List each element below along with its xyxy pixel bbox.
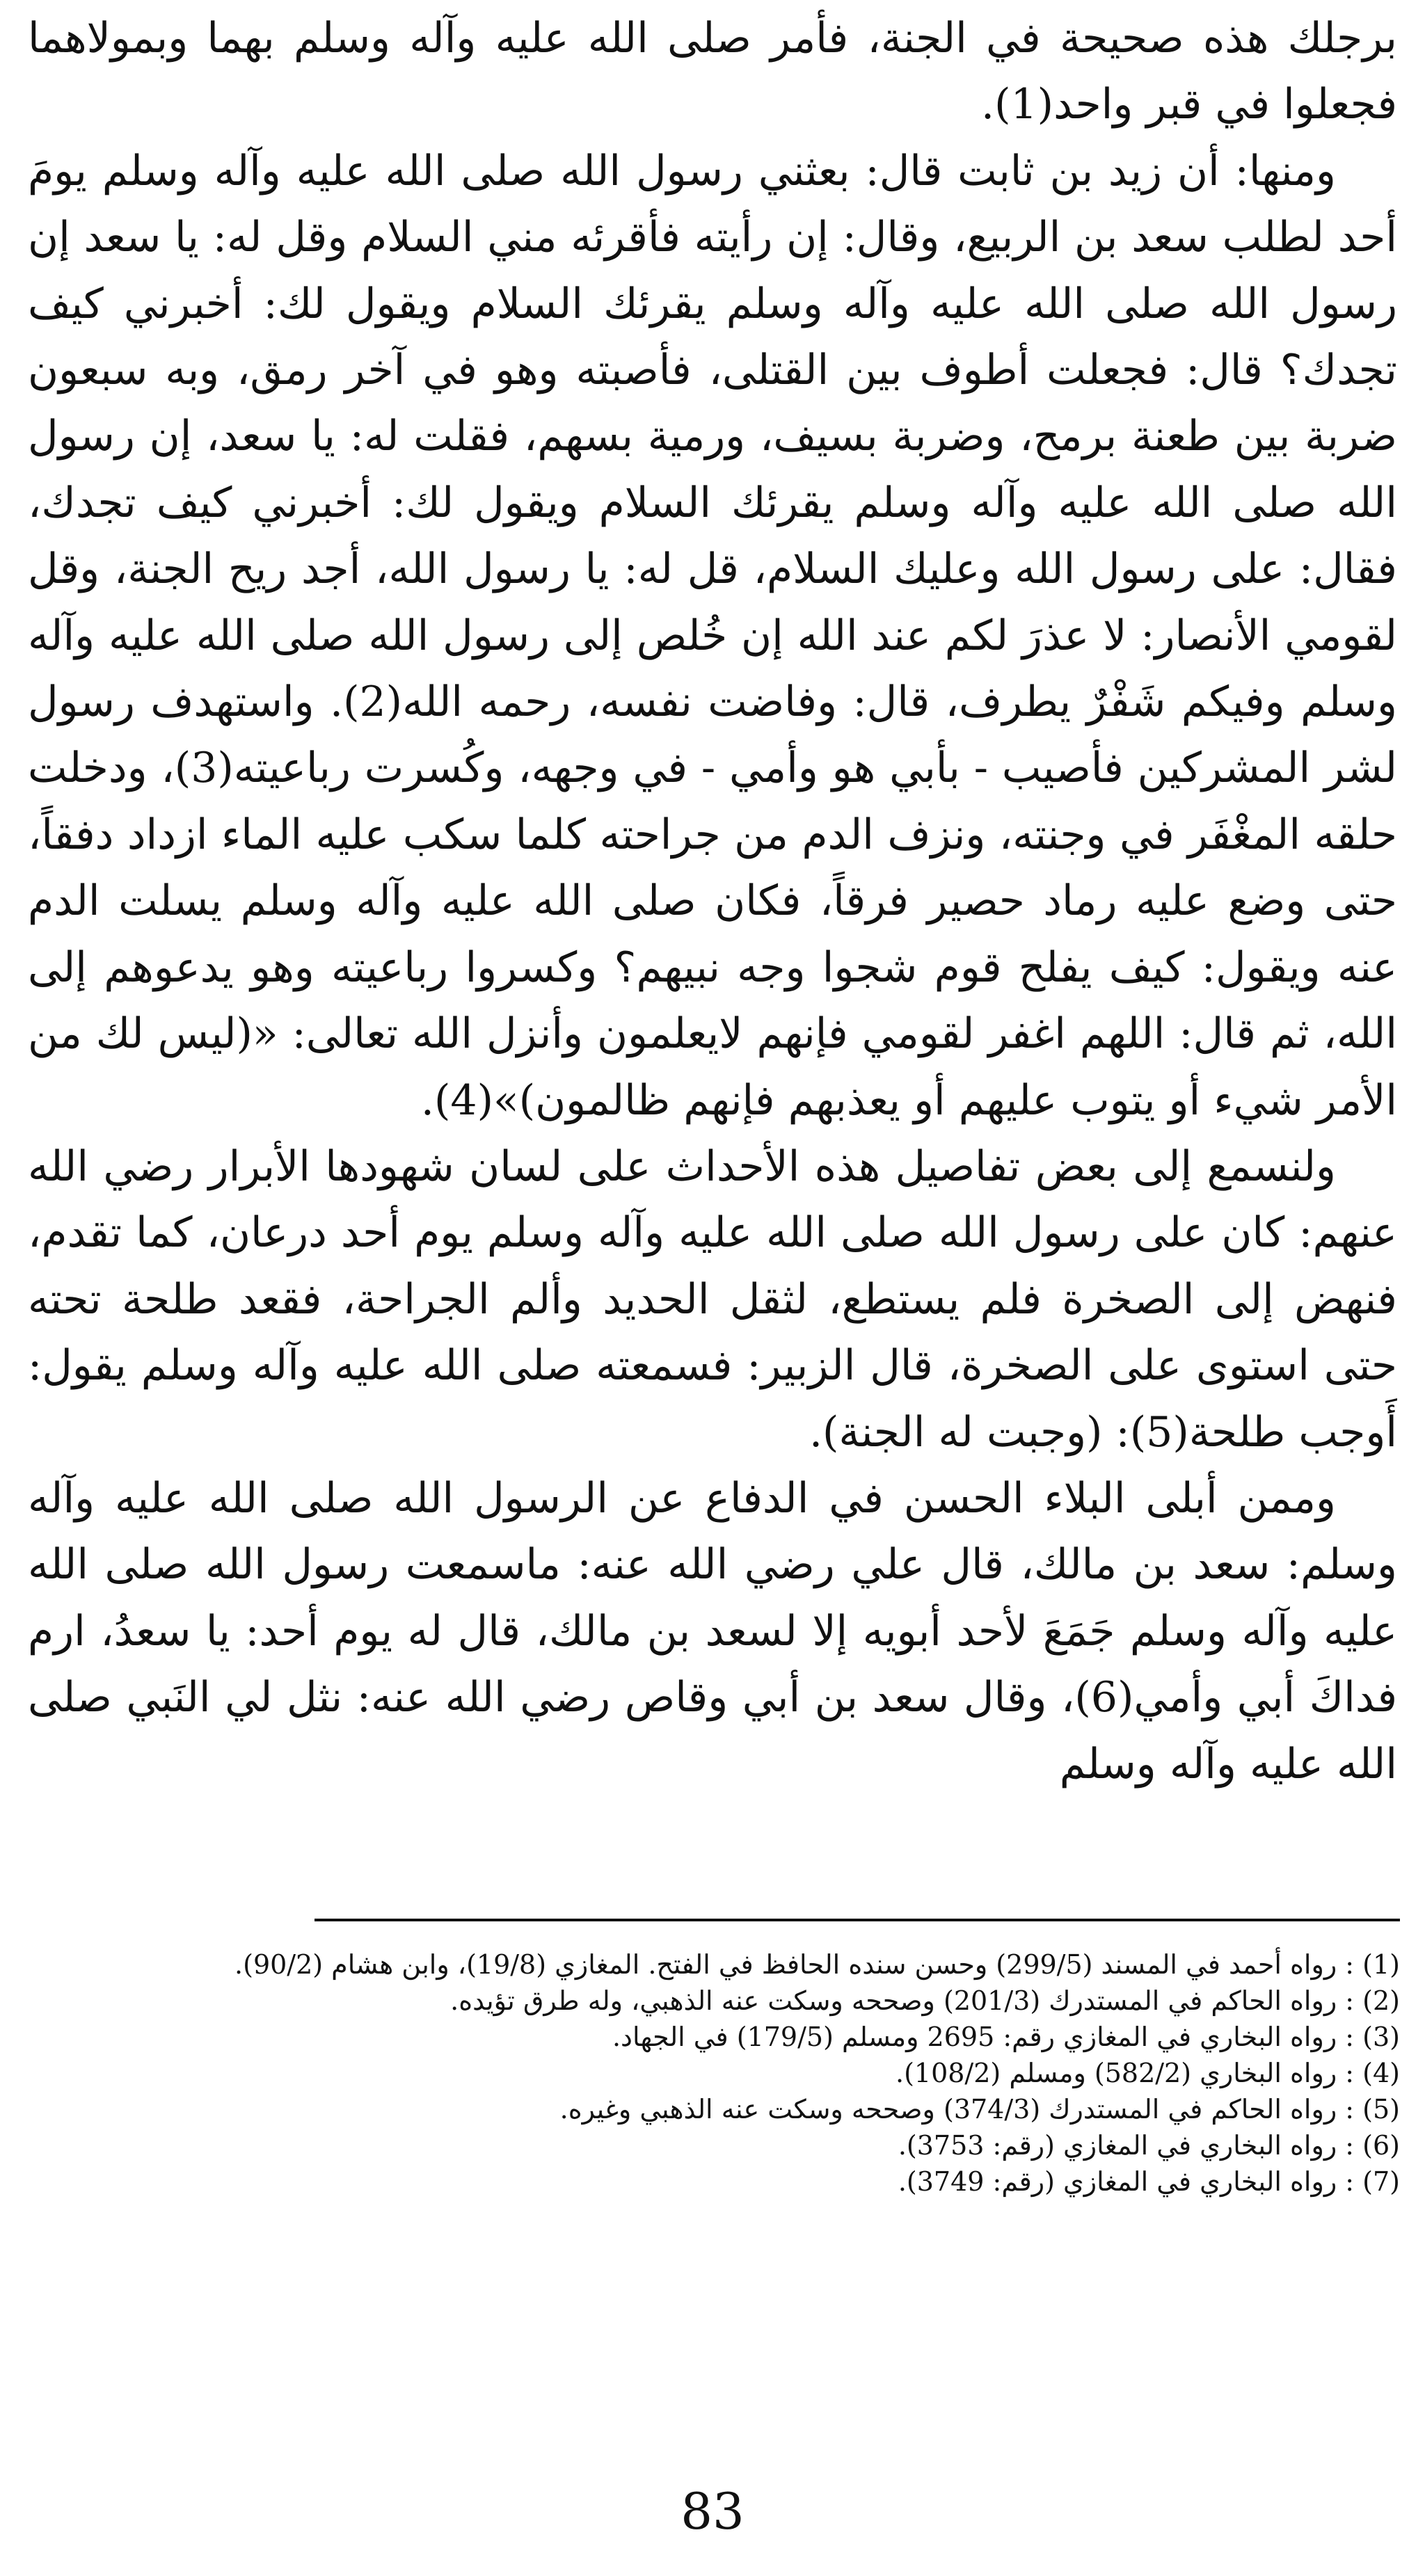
footnote-6: (6) : رواه البخاري في المغازي (رقم: 3753).: [898, 2130, 1400, 2161]
footnote-5: (5) : رواه الحاكم في المستدرك (374/3) وصححه وسكت عنه الذهبي وغيره.: [559, 2094, 1400, 2125]
footnotes-list: [28, 1946, 1400, 2200]
footnote-4: (4) : رواه البخاري (582/2) ومسلم (108/2).: [895, 2058, 1400, 2088]
paragraph-3: ولنسمع إلى بعض تفاصيل هذه الأحداث على لسان شهودها الأبرار رضي الله عنهم: كان على رسول الله صلى الله عليه وآله وسلم يوم أحد درعان، كما تقدم، فنهض إلى الصخرة فلم يستطع، لثقل الحديد وألم الجراحة، فقعد طلحة تحته حتى استوى على الصخرة، قال الزبير: فسمعته صلى الله عليه وآله وسلم يقول: أَوجب طلحة(5): (وجبت له الجنة).: [28, 1142, 1397, 1457]
footnote-2: (2) : رواه الحاكم في المستدرك (201/3) وصححه وسكت عنه الذهبي، وله طرق تؤيده.: [450, 1985, 1400, 2016]
footnote-separator: [315, 1919, 1400, 1921]
footnote-3: (3) : رواه البخاري في المغازي رقم: 2695 ومسلم (179/5) في الجهاد.: [612, 2022, 1400, 2052]
page-number: 83: [680, 2482, 745, 2541]
footnote-7: (7) : رواه البخاري في المغازي (رقم: 3749).: [898, 2166, 1400, 2197]
footnote-1: (1) : رواه أحمد في المسند (299/5) وحسن سنده الحافظ في الفتح. المغازي (19/8)، وابن هشام (90/2).: [234, 1949, 1400, 1980]
main-text-body: [28, 6, 1397, 1912]
paragraph-1: برجلك هذه صحيحة في الجنة، فأمر صلى الله عليه وآله وسلم بهما وبمولاهما فجعلوا في قبر واحد(1).: [28, 14, 1397, 129]
paragraph-2: ومنها: أن زيد بن ثابت قال: بعثني رسول الله صلى الله عليه وآله وسلم يومَ أحد لطلب سعد بن الربيع، وقال: إن رأيته فأقرئه مني السلام وقل له: يا سعد إن رسول الله صلى الله عليه وآله وسلم يقرئك السلام ويقول لك: أخبرني كيف تجدك؟ قال: فجعلت أطوف بين القتلى، فأصبته وهو في آخر رمق، وبه سبعون ضربة بين طعنة برمح، وضربة بسيف، ورمية بسهم، فقلت له: يا سعد، إن رسول الله صلى الله عليه وآله وسلم يقرئك السلام ويقول لك: أخبرني كيف تجدك، فقال: على رسول الله وعليك السلام، قل له: يا رسول الله، أجد ريح الجنة، وقل لقومي الأنصار: لا عذرَ لكم عند الله إن خُلص إلى رسول الله صلى الله عليه وآله وسلم وفيكم شَفْرٌ يطرف، قال: وفاضت نفسه، رحمه الله(2). واستهدف رسول لشر المشركين فأصيب - بأبي هو وأمي - في وجهه، وكُسرت رباعيته(3)، ودخلت حلقه المغْفَر في وجنته، ونزف الدم من جراحته كلما سكب عليه الماء ازداد دفقاً، حتى وضع عليه رماد حصير فرقاً، فكان صلى الله عليه وآله وسلم يسلت الدم عنه ويقول: كيف يفلح قوم شجوا وجه نبيهم؟ وكسروا رباعيته وهو يدعوهم إلى الله، ثم قال: اللهم اغفر لقومي فإنهم لايعلمون وأنزل الله تعالى: «(ليس لك من الأمر شيء أو يتوب عليهم أو يعذبهم فإنهم ظالمون)»(4).: [28, 146, 1397, 1125]
paragraph-4: وممن أبلى البلاء الحسن في الدفاع عن الرسول الله صلى الله عليه وآله وسلم: سعد بن مالك، قال علي رضي الله عنه: ماسمعت رسول الله صلى الله عليه وآله وسلم جَمَعَ لأحد أبويه إلا لسعد بن مالك، قال له يوم أحد: يا سعدُ، ارم فداكَ أبي وأمي(6)، وقال سعد بن أبي وقاص رضي الله عنه: نثل لي النَبي صلى الله عليه وآله وسلم: [28, 1473, 1397, 1789]
